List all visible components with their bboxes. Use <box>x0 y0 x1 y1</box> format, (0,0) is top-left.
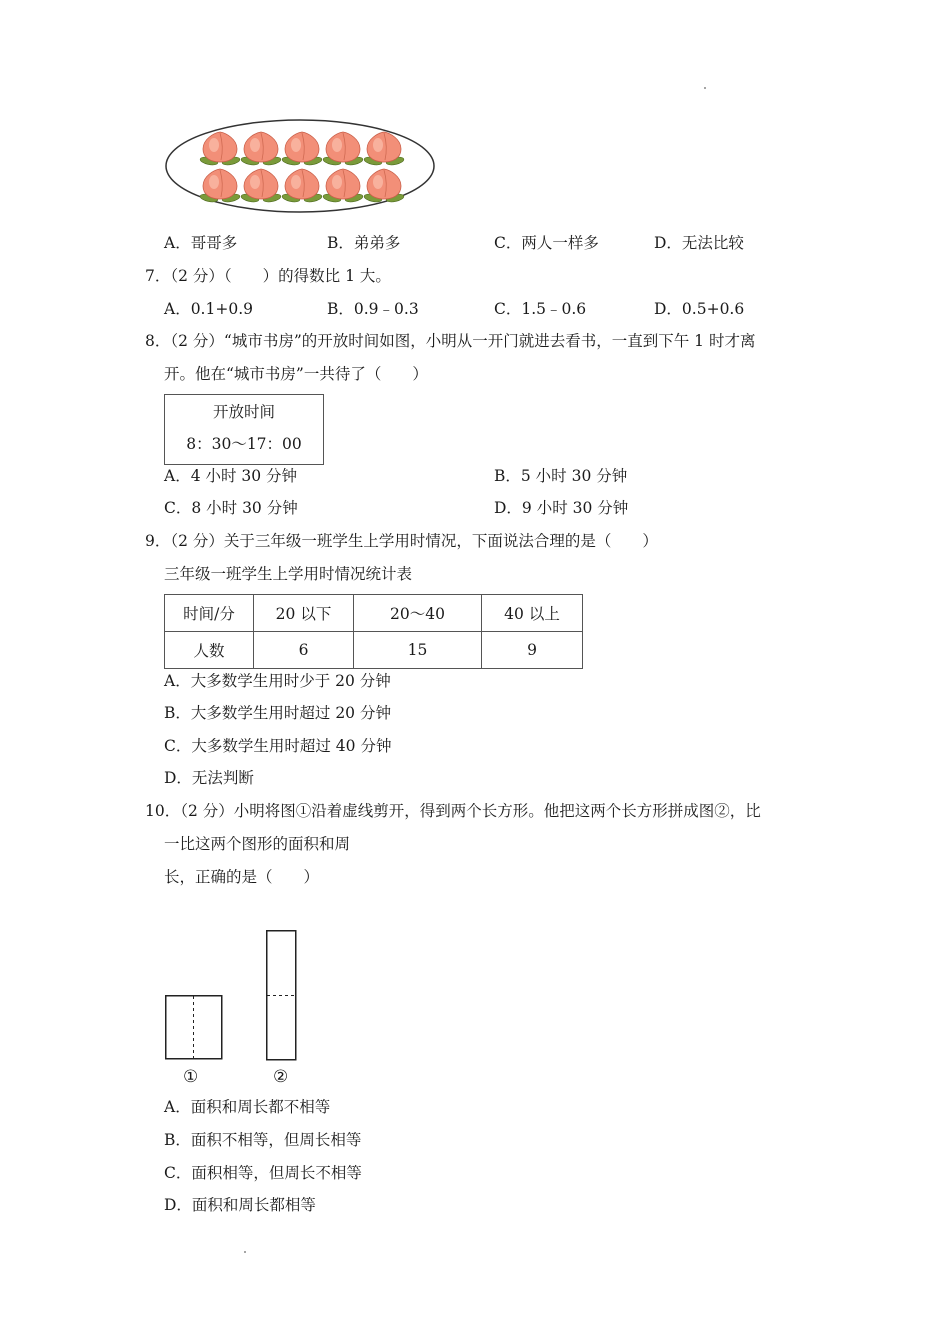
q6-option-a[interactable]: A．哥哥多 <box>164 234 238 252</box>
page-dot-top <box>704 87 706 89</box>
table-row-label: 人数 <box>165 632 254 669</box>
table-row <box>165 595 583 632</box>
q8-stem-line2: 开。他在“城市书房”一共待了（ ） <box>164 365 428 383</box>
q9-option-d[interactable]: D．无法判断 <box>164 769 254 787</box>
opening-hours-box <box>164 394 324 465</box>
q7-option-c[interactable]: C．1.5﹣0.6 <box>494 300 587 318</box>
table-header-cell: 20～40 <box>354 595 482 632</box>
q8-option-d[interactable]: D．9 小时 30 分钟 <box>494 499 629 517</box>
q6-option-c[interactable]: C．两人一样多 <box>494 234 599 252</box>
table-cell: 15 <box>354 632 482 669</box>
q7-stem: 7．（2 分）（ ）的得数比 1 大。 <box>145 267 391 285</box>
table-row <box>165 632 583 669</box>
q6-option-d[interactable]: D．无法比较 <box>654 234 744 252</box>
q10-stem-line3: 长，正确的是（ ） <box>164 868 320 886</box>
q10-stem-line1: 10．（2 分）小明将图①沿着虚线剪开，得到两个长方形。他把这两个长方形拼成图②，比 <box>145 802 761 820</box>
q7-option-b[interactable]: B．0.9﹣0.3 <box>327 300 419 318</box>
q10-option-a[interactable]: A．面积和周长都不相等 <box>164 1098 331 1116</box>
figure-2-rectangle <box>266 930 297 1061</box>
opening-hours-time: 8：30～17：00 <box>186 435 302 453</box>
q7-option-a[interactable]: A．0.1+0.9 <box>164 300 253 318</box>
figure-2-label: ② <box>273 1067 289 1087</box>
figure-1-label: ① <box>183 1067 199 1087</box>
page-dot-bottom <box>244 1251 246 1253</box>
q10-stem-line2: 一比这两个图形的面积和周 <box>164 835 351 853</box>
q10-option-d[interactable]: D．面积和周长都相等 <box>164 1196 316 1214</box>
q6-option-b[interactable]: B．弟弟多 <box>327 234 401 252</box>
q10-option-b[interactable]: B．面积不相等，但周长相等 <box>164 1131 362 1149</box>
table-cell: 9 <box>482 632 583 669</box>
q8-stem-line1: 8．（2 分）“城市书房”的开放时间如图，小明从一开门就进去看书，一直到下午 1 时才离 <box>145 332 756 350</box>
q8-option-b[interactable]: B．5 小时 30 分钟 <box>494 467 628 485</box>
peach-illustration <box>164 120 436 216</box>
table-cell: 6 <box>254 632 354 669</box>
q7-option-d[interactable]: D．0.5+0.6 <box>654 300 745 318</box>
commute-time-table <box>164 594 583 669</box>
q8-option-c[interactable]: C．8 小时 30 分钟 <box>164 499 298 517</box>
q9-table-title: 三年级一班学生上学用时情况统计表 <box>164 565 413 583</box>
opening-hours-title: 开放时间 <box>212 403 275 421</box>
q9-option-c[interactable]: C．大多数学生用时超过 40 分钟 <box>164 737 392 755</box>
q10-option-c[interactable]: C．面积相等，但周长不相等 <box>164 1164 362 1182</box>
q9-option-a[interactable]: A．大多数学生用时少于 20 分钟 <box>164 672 391 690</box>
q8-option-a[interactable]: A．4 小时 30 分钟 <box>164 467 298 485</box>
table-header-cell: 20 以下 <box>254 595 354 632</box>
figure-1-rectangle <box>165 995 223 1060</box>
q9-stem: 9．（2 分）关于三年级一班学生上学用时情况，下面说法合理的是（ ） <box>145 532 658 550</box>
table-header-cell: 40 以上 <box>482 595 583 632</box>
table-header-cell: 时间/分 <box>165 595 254 632</box>
q9-option-b[interactable]: B．大多数学生用时超过 20 分钟 <box>164 704 391 722</box>
